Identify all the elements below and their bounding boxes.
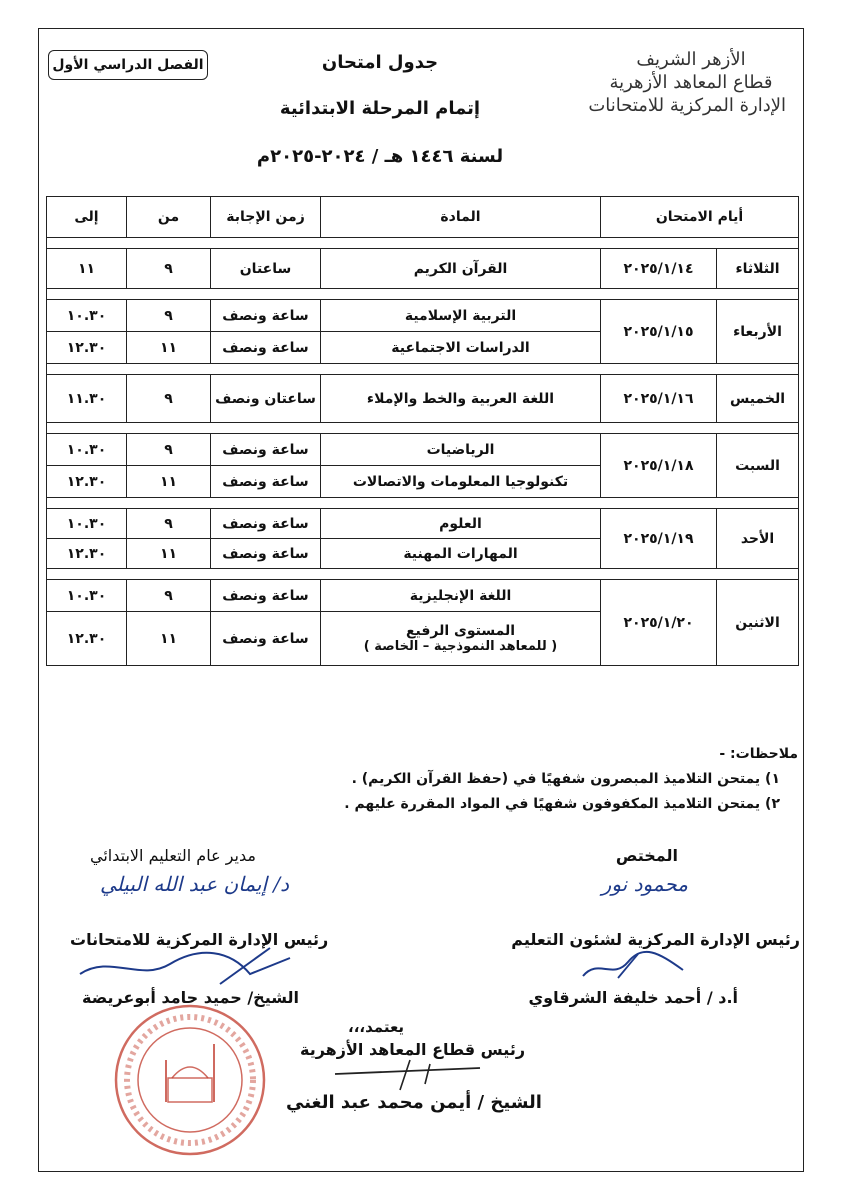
primary-director-signature: د/ إيمان عبد الله البيلي: [100, 872, 290, 896]
day-cell: الاثنين: [717, 580, 799, 666]
subject-cell: التربية الإسلامية: [321, 300, 601, 332]
day-cell: الخميس: [717, 375, 799, 423]
from-cell: ٩: [127, 249, 211, 289]
to-cell: ١٢.٣٠: [47, 332, 127, 364]
logo-line-1: الأزهر الشريف: [636, 49, 746, 70]
specialist-signature: محمود نور: [601, 872, 688, 896]
subject-cell: العلوم: [321, 509, 601, 539]
note-item: ١) يمتحن التلاميذ المبصرون شفهيًا في (حفظ القرآن الكريم) .: [351, 771, 780, 787]
from-cell: ١١: [127, 612, 211, 666]
subject-cell: المهارات المهنية: [321, 539, 601, 569]
duration-cell: ساعة ونصف: [211, 580, 321, 612]
from-cell: ٩: [127, 509, 211, 539]
day-cell: السبت: [717, 434, 799, 498]
sector-name: الشيخ / أيمن محمد عبد الغني: [286, 1092, 542, 1113]
specialist-title: المختص: [615, 846, 678, 865]
date-cell: ٢٠٢٥/١/٢٠: [601, 580, 717, 666]
col-header-subject: المادة: [321, 197, 601, 238]
notes-heading: ملاحظات: -: [719, 746, 798, 762]
duration-cell: ساعة ونصف: [211, 612, 321, 666]
sector-signature: [330, 1054, 490, 1094]
date-cell: ٢٠٢٥/١/١٨: [601, 434, 717, 498]
subject-main: المستوى الرفيع: [405, 623, 516, 639]
duration-cell: ساعة ونصف: [211, 300, 321, 332]
exam-schedule-table: [46, 196, 799, 666]
from-cell: ١١: [127, 466, 211, 498]
subject-cell: الدراسات الاجتماعية: [321, 332, 601, 364]
exams-title: رئيس الإدارة المركزية للامتحانات: [70, 930, 329, 949]
date-cell: ٢٠٢٥/١/١٩: [601, 509, 717, 569]
logo-line-3: الإدارة المركزية للامتحانات: [588, 95, 786, 116]
sector-title: رئيس قطاع المعاهد الأزهرية: [300, 1040, 526, 1059]
from-cell: ٩: [127, 300, 211, 332]
to-cell: ١٠.٣٠: [47, 580, 127, 612]
to-cell: ١٠.٣٠: [47, 509, 127, 539]
duration-cell: ساعة ونصف: [211, 466, 321, 498]
subject-cell: اللغة الإنجليزية: [321, 580, 601, 612]
to-cell: ١٠.٣٠: [47, 300, 127, 332]
doc-year: لسنة ١٤٤٦ هـ / ٢٠٢٤-٢٠٢٥م: [256, 146, 504, 167]
duration-cell: ساعة ونصف: [211, 539, 321, 569]
notes-section: [238, 742, 798, 817]
logo-line-2: قطاع المعاهد الأزهرية: [609, 72, 773, 93]
to-cell: ١٢.٣٠: [47, 466, 127, 498]
table-row: [47, 375, 799, 423]
duration-cell: ساعة ونصف: [211, 509, 321, 539]
official-seal: [110, 1000, 270, 1160]
duration-cell: ساعة ونصف: [211, 332, 321, 364]
to-cell: ١١.٣٠: [47, 375, 127, 423]
edu-affairs-title: رئيس الإدارة المركزية لشئون التعليم: [511, 930, 800, 949]
duration-cell: ساعة ونصف: [211, 434, 321, 466]
subject-cell: الرياضيات: [321, 434, 601, 466]
from-cell: ٩: [127, 375, 211, 423]
col-header-duration: زمن الإجابة: [211, 197, 321, 238]
azhar-logo: [588, 48, 786, 117]
to-cell: ١١: [47, 249, 127, 289]
subject-note: ( للمعاهد النموذجية – الخاصة ): [363, 639, 558, 654]
exams-signature: [70, 944, 300, 990]
note-item: ٢) يمتحن التلاميذ المكفوفون شفهيًا في المواد المقررة عليهم .: [344, 796, 780, 812]
doc-subtitle: إتمام المرحلة الابتدائية: [279, 98, 481, 119]
to-cell: ١٠.٣٠: [47, 434, 127, 466]
col-header-to: إلى: [47, 197, 127, 238]
day-cell: الأربعاء: [717, 300, 799, 364]
subject-cell: اللغة العربية والخط والإملاء: [321, 375, 601, 423]
table-row: [47, 580, 799, 612]
table-row: [47, 434, 799, 466]
from-cell: ١١: [127, 539, 211, 569]
duration-cell: ساعتان ونصف: [211, 375, 321, 423]
primary-director-title: مدير عام التعليم الابتدائي: [90, 846, 256, 865]
exams-name: الشيخ/ حميد حامد أبوعريضة: [82, 988, 299, 1007]
approval-label: يعتمد،،،: [348, 1018, 405, 1036]
from-cell: ١١: [127, 332, 211, 364]
table-row: [47, 249, 799, 289]
date-cell: ٢٠٢٥/١/١٦: [601, 375, 717, 423]
edu-affairs-name: أ.د / أحمد خليفة الشرقاوي: [528, 988, 738, 1007]
doc-title: جدول امتحان: [321, 52, 439, 73]
to-cell: ١٢.٣٠: [47, 612, 127, 666]
subject-cell: تكنولوجيا المعلومات والاتصالات: [321, 466, 601, 498]
subject-cell: القرآن الكريم: [321, 249, 601, 289]
duration-cell: ساعتان: [211, 249, 321, 289]
from-cell: ٩: [127, 580, 211, 612]
subject-cell: [321, 612, 601, 666]
to-cell: ١٢.٣٠: [47, 539, 127, 569]
day-cell: الأحد: [717, 509, 799, 569]
day-cell: الثلاثاء: [717, 249, 799, 289]
table-row: [47, 509, 799, 539]
col-header-days: أيام الامتحان: [601, 197, 799, 238]
col-header-from: من: [127, 197, 211, 238]
edu-affairs-signature: [578, 948, 688, 984]
date-cell: ٢٠٢٥/١/١٤: [601, 249, 717, 289]
semester-box: الفصل الدراسي الأول: [48, 50, 208, 80]
table-row: [47, 300, 799, 332]
date-cell: ٢٠٢٥/١/١٥: [601, 300, 717, 364]
from-cell: ٩: [127, 434, 211, 466]
